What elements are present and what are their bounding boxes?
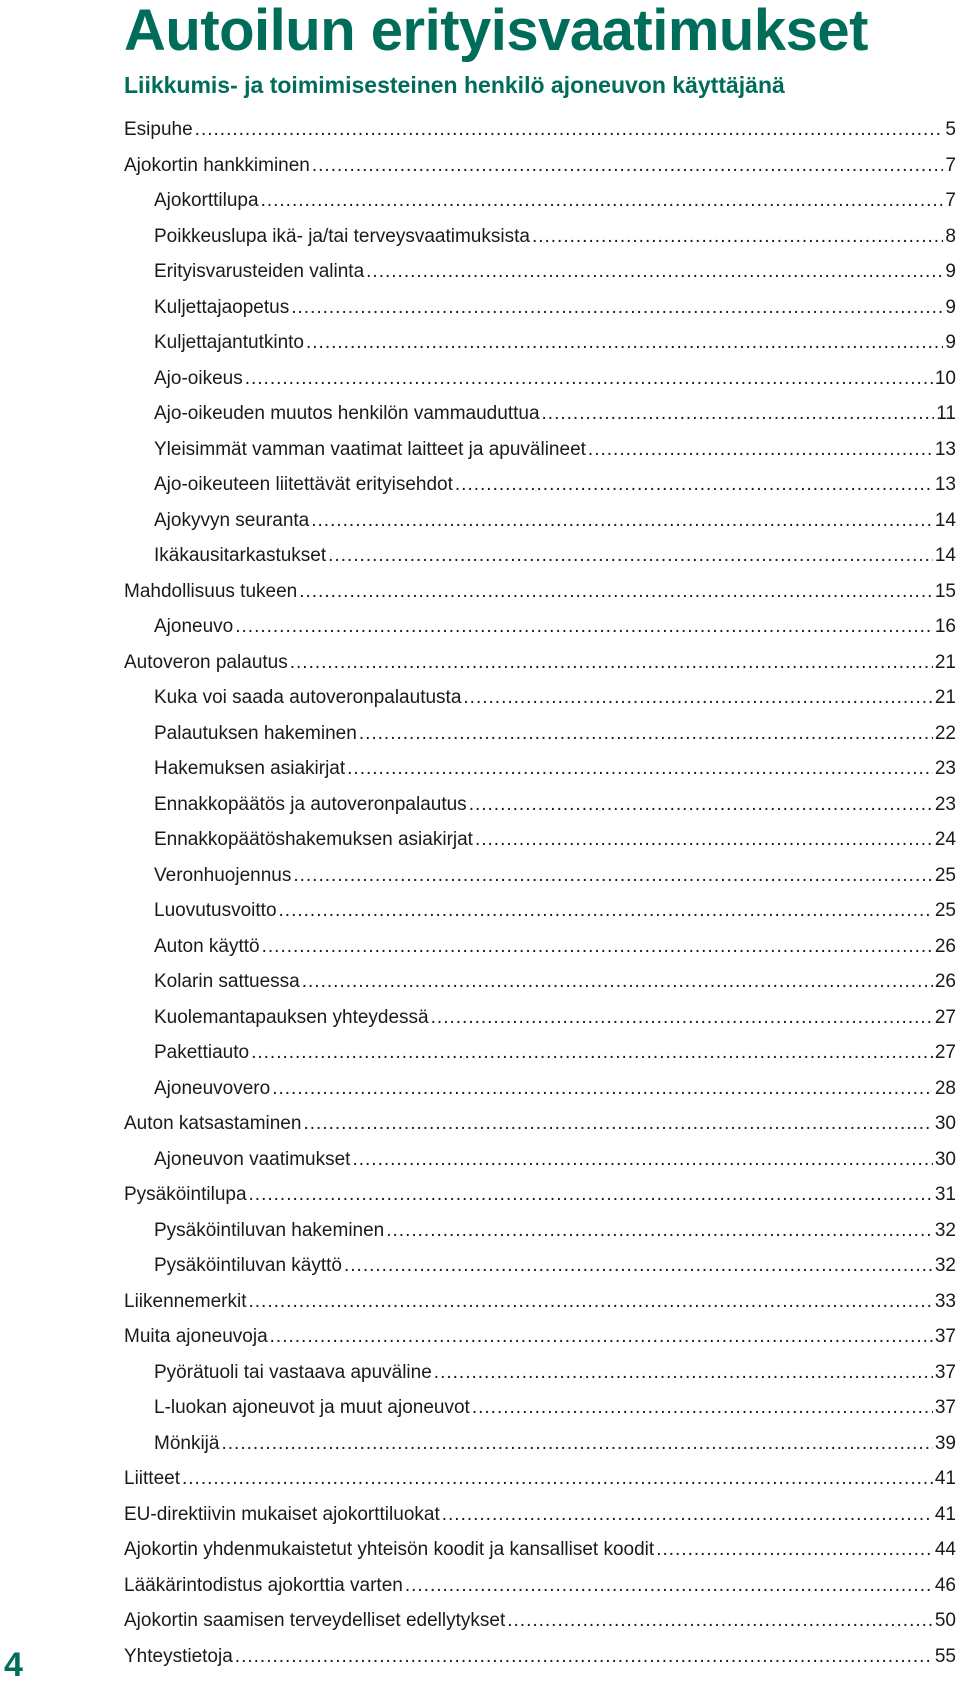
toc-entry-title: Pysäköintiluvan hakeminen xyxy=(154,1219,385,1241)
toc-entry-page: 28 xyxy=(934,1077,956,1099)
toc-entry-page: 37 xyxy=(934,1397,956,1418)
toc-entry-page: 16 xyxy=(934,616,956,637)
toc-entry-title: Kuljettajaopetus xyxy=(154,296,290,318)
toc-entry xyxy=(124,1390,956,1426)
toc-entry-page: 31 xyxy=(934,1184,956,1205)
toc-entry-page: 27 xyxy=(934,1006,956,1028)
toc-entry-title: Auton katsastaminen xyxy=(124,1113,302,1134)
toc-dot-leader xyxy=(293,858,933,894)
toc-entry-title: Yleisimmät vamman vaatimat laitteet ja apuvälineet xyxy=(154,438,586,460)
toc-entry xyxy=(124,822,956,858)
toc-entry xyxy=(124,1106,956,1142)
toc-entry-title: Ajoneuvovero xyxy=(154,1077,271,1099)
toc-entry-title: Ajokortin yhdenmukaistetut yhteisön koodit ja kansalliset koodit xyxy=(124,1539,655,1560)
toc-dot-leader xyxy=(303,1106,932,1142)
toc-entry-title: Ajokortin hankkiminen xyxy=(124,154,310,176)
toc-entry-page: 26 xyxy=(934,971,956,992)
toc-entry-title: Pyörätuoli tai vastaava apuväline xyxy=(154,1361,432,1383)
toc-entry-title: Pysäköintiluvan käyttö xyxy=(154,1255,342,1276)
toc-entry xyxy=(124,361,956,397)
toc-entry-page: 14 xyxy=(934,509,956,531)
toc-entry xyxy=(124,574,956,610)
toc-dot-leader xyxy=(542,396,935,432)
toc-entry-title: Auton käyttö xyxy=(154,935,260,957)
toc-entry xyxy=(124,254,956,290)
toc-entry-page: 14 xyxy=(934,545,956,566)
toc-entry-page: 32 xyxy=(934,1255,956,1276)
toc-dot-leader xyxy=(434,1355,933,1391)
toc-entry xyxy=(124,1142,956,1178)
toc-entry xyxy=(124,787,956,823)
toc-entry-page: 13 xyxy=(934,438,956,460)
toc-entry-title: Yhteystietoja xyxy=(124,1645,233,1667)
toc-dot-leader xyxy=(299,574,933,610)
toc-entry-title: Ajoneuvon vaatimukset xyxy=(154,1148,351,1170)
toc-entry xyxy=(124,183,956,219)
toc-entry-title: EU-direktiivin mukaiset ajokorttiluokat xyxy=(124,1503,440,1525)
toc-entry-page: 39 xyxy=(934,1432,956,1454)
toc-dot-leader xyxy=(472,1390,933,1426)
toc-dot-leader xyxy=(195,112,944,148)
toc-entry-title: Ikäkausitarkastukset xyxy=(154,545,327,566)
toc-entry-title: Liitteet xyxy=(124,1468,180,1489)
toc-entry xyxy=(124,1177,956,1213)
toc-dot-leader xyxy=(328,538,933,574)
toc-entry xyxy=(124,645,956,681)
toc-entry-title: Ajo-oikeuden muutos henkilön vammauduttua xyxy=(154,403,540,424)
toc-entry-page: 10 xyxy=(934,367,956,389)
toc-dot-leader xyxy=(245,361,933,397)
toc-entry xyxy=(124,893,956,929)
toc-entry-page: 24 xyxy=(934,829,956,850)
document-title: Autoilun erityisvaatimukset xyxy=(124,0,868,63)
toc-entry-title: Muita ajoneuvoja xyxy=(124,1326,268,1347)
table-of-contents xyxy=(124,112,956,1674)
toc-dot-leader xyxy=(279,893,933,929)
toc-entry-page: 46 xyxy=(934,1574,956,1596)
toc-dot-leader xyxy=(455,467,933,503)
toc-dot-leader xyxy=(262,929,933,965)
toc-dot-leader xyxy=(235,1639,933,1675)
toc-entry-page: 33 xyxy=(934,1290,956,1312)
toc-entry xyxy=(124,1071,956,1107)
toc-entry-page: 41 xyxy=(934,1503,956,1525)
toc-entry-title: Ajokortin saamisen terveydelliset edellytykset xyxy=(124,1610,506,1631)
toc-entry-title: Pakettiauto xyxy=(154,1042,250,1063)
toc-entry xyxy=(124,503,956,539)
toc-entry-title: Veronhuojennus xyxy=(154,864,292,886)
toc-dot-leader xyxy=(532,219,943,255)
toc-entry-page: 50 xyxy=(934,1610,956,1631)
toc-entry-page: 37 xyxy=(934,1361,956,1383)
toc-entry-page: 9 xyxy=(945,332,956,353)
toc-entry-page: 25 xyxy=(934,900,956,921)
toc-entry xyxy=(124,467,956,503)
toc-dot-leader xyxy=(251,1035,933,1071)
toc-entry-title: Mönkijä xyxy=(154,1432,220,1454)
document-subtitle: Liikkumis- ja toimimisesteinen henkilö ajoneuvon käyttäjänä xyxy=(124,72,785,98)
toc-entry-title: Ennakkopäätöshakemuksen asiakirjat xyxy=(154,829,473,850)
toc-entry xyxy=(124,396,956,432)
toc-entry-page: 9 xyxy=(945,261,956,282)
toc-entry-page: 26 xyxy=(934,935,956,957)
toc-entry xyxy=(124,1461,956,1497)
toc-entry-title: Poikkeuslupa ikä- ja/tai terveysvaatimuksista xyxy=(154,225,530,247)
toc-dot-leader xyxy=(386,1213,933,1249)
toc-dot-leader xyxy=(366,254,943,290)
toc-entry xyxy=(124,1532,956,1568)
toc-entry-page: 21 xyxy=(934,651,956,673)
toc-dot-leader xyxy=(656,1532,933,1568)
toc-entry-title: Ajokorttilupa xyxy=(154,190,259,211)
toc-entry xyxy=(124,1355,956,1391)
toc-entry xyxy=(124,1497,956,1533)
toc-entry-title: Liikennemerkit xyxy=(124,1290,247,1312)
toc-entry xyxy=(124,290,956,326)
toc-entry-page: 9 xyxy=(945,296,956,318)
toc-dot-leader xyxy=(311,503,933,539)
toc-entry-title: Erityisvarusteiden valinta xyxy=(154,261,365,282)
toc-entry-title: Kuolemantapauksen yhteydessä xyxy=(154,1006,429,1028)
toc-entry-page: 44 xyxy=(934,1539,956,1560)
toc-dot-leader xyxy=(272,1071,933,1107)
toc-entry-title: Kolarin sattuessa xyxy=(154,971,300,992)
toc-dot-leader xyxy=(588,432,933,468)
toc-dot-leader xyxy=(270,1319,933,1355)
toc-entry-page: 11 xyxy=(936,403,956,424)
toc-entry-title: Ajo-oikeus xyxy=(154,367,243,389)
toc-entry-title: Esipuhe xyxy=(124,119,193,140)
toc-entry xyxy=(124,1248,956,1284)
toc-entry-page: 13 xyxy=(934,474,956,495)
toc-entry xyxy=(124,680,956,716)
toc-entry-title: Kuka voi saada autoveronpalautusta xyxy=(154,687,462,708)
toc-dot-leader xyxy=(249,1177,933,1213)
toc-entry-title: Lääkärintodistus ajokorttia varten xyxy=(124,1574,403,1596)
toc-entry-title: Ajo-oikeuteen liitettävät erityisehdot xyxy=(154,474,453,495)
toc-entry-page: 41 xyxy=(934,1468,956,1489)
toc-entry-page: 22 xyxy=(934,722,956,744)
toc-entry-title: Palautuksen hakeminen xyxy=(154,722,357,744)
toc-entry xyxy=(124,1639,956,1675)
toc-dot-leader xyxy=(291,290,943,326)
toc-dot-leader xyxy=(306,325,943,361)
toc-entry-page: 5 xyxy=(945,119,956,140)
toc-dot-leader xyxy=(475,822,933,858)
toc-entry-title: L-luokan ajoneuvot ja muut ajoneuvot xyxy=(154,1397,470,1418)
toc-entry xyxy=(124,964,956,1000)
toc-entry-title: Autoveron palautus xyxy=(124,651,288,673)
toc-entry xyxy=(124,432,956,468)
toc-entry xyxy=(124,148,956,184)
toc-entry xyxy=(124,1000,956,1036)
page-number: 4 xyxy=(4,1646,23,1684)
toc-entry-page: 27 xyxy=(934,1042,956,1063)
toc-dot-leader xyxy=(302,964,933,1000)
toc-entry xyxy=(124,929,956,965)
toc-dot-leader xyxy=(507,1603,933,1639)
toc-entry xyxy=(124,858,956,894)
toc-entry-page: 25 xyxy=(934,864,956,886)
toc-dot-leader xyxy=(463,680,932,716)
toc-entry xyxy=(124,716,956,752)
toc-entry xyxy=(124,1284,956,1320)
toc-entry xyxy=(124,1035,956,1071)
toc-entry-page: 15 xyxy=(934,580,956,602)
toc-entry xyxy=(124,1603,956,1639)
toc-dot-leader xyxy=(442,1497,933,1533)
toc-entry xyxy=(124,112,956,148)
toc-entry-page: 23 xyxy=(934,793,956,815)
toc-entry-page: 30 xyxy=(934,1148,956,1170)
toc-entry-title: Ajoneuvo xyxy=(154,616,234,637)
toc-entry xyxy=(124,751,956,787)
toc-entry-page: 30 xyxy=(934,1113,956,1134)
toc-entry-page: 55 xyxy=(934,1645,956,1667)
toc-entry xyxy=(124,1319,956,1355)
toc-entry-page: 8 xyxy=(945,225,956,247)
toc-entry-title: Hakemuksen asiakirjat xyxy=(154,758,346,779)
toc-entry-page: 23 xyxy=(934,758,956,779)
toc-dot-leader xyxy=(359,716,933,752)
toc-entry xyxy=(124,1568,956,1604)
toc-dot-leader xyxy=(352,1142,932,1178)
toc-entry-title: Pysäköintilupa xyxy=(124,1184,247,1205)
toc-entry-page: 21 xyxy=(934,687,956,708)
toc-entry-title: Kuljettajantutkinto xyxy=(154,332,304,353)
toc-dot-leader xyxy=(235,609,933,645)
toc-entry xyxy=(124,1213,956,1249)
toc-entry-page: 7 xyxy=(945,154,956,176)
toc-entry xyxy=(124,609,956,645)
toc-dot-leader xyxy=(261,183,944,219)
toc-entry-title: Ennakkopäätös ja autoveronpalautus xyxy=(154,793,467,815)
toc-dot-leader xyxy=(312,148,944,184)
toc-dot-leader xyxy=(469,787,933,823)
toc-entry-page: 37 xyxy=(934,1326,956,1347)
toc-entry-title: Luovutusvoitto xyxy=(154,900,277,921)
toc-dot-leader xyxy=(405,1568,933,1604)
toc-entry xyxy=(124,538,956,574)
toc-dot-leader xyxy=(290,645,933,681)
toc-entry xyxy=(124,219,956,255)
toc-dot-leader xyxy=(221,1426,932,1462)
toc-dot-leader xyxy=(182,1461,933,1497)
toc-dot-leader xyxy=(347,751,933,787)
toc-entry-page: 32 xyxy=(934,1219,956,1241)
toc-dot-leader xyxy=(344,1248,933,1284)
toc-entry xyxy=(124,325,956,361)
toc-entry xyxy=(124,1426,956,1462)
toc-entry-page: 7 xyxy=(945,190,956,211)
toc-entry-title: Ajokyvyn seuranta xyxy=(154,509,310,531)
toc-dot-leader xyxy=(431,1000,933,1036)
toc-entry-title: Mahdollisuus tukeen xyxy=(124,580,298,602)
toc-dot-leader xyxy=(249,1284,933,1320)
